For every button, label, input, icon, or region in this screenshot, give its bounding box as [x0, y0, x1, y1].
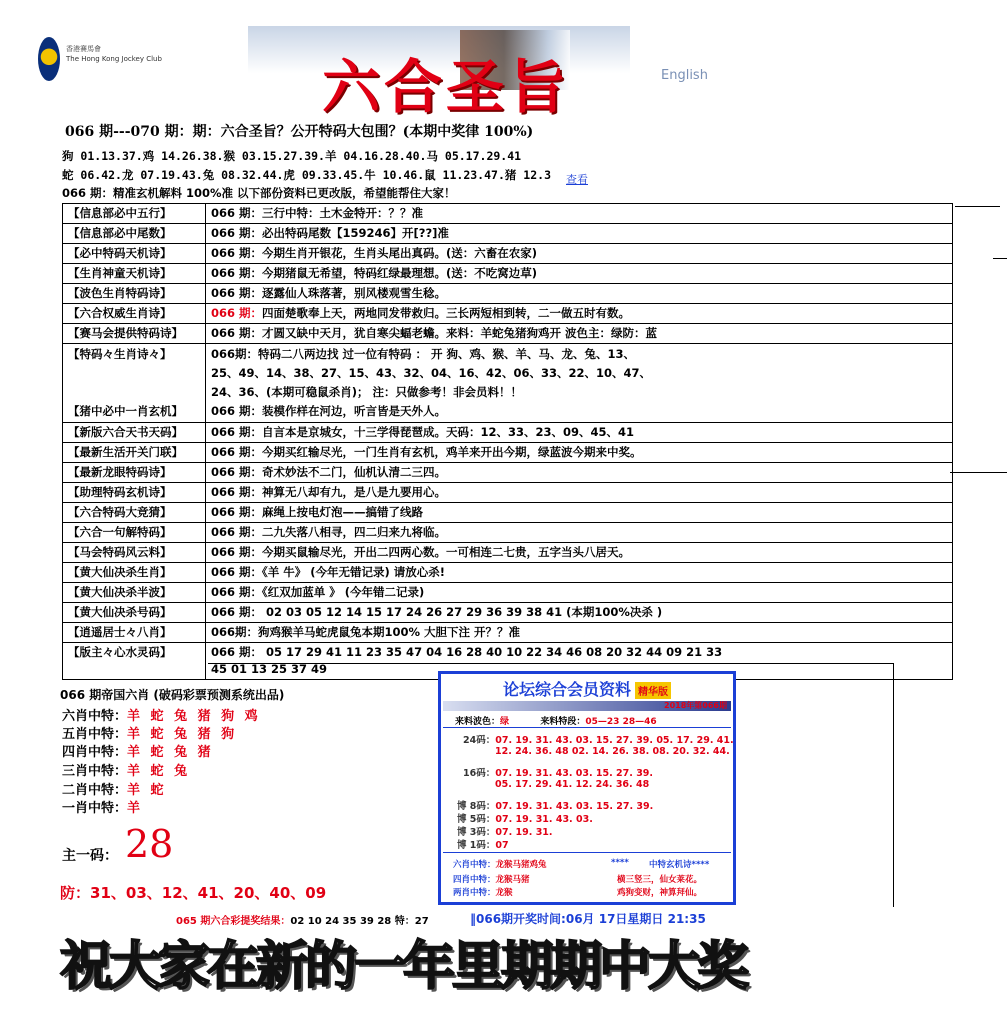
- row-content: 066期：特码二八两边找 过一位有特码 ： 开 狗、鸡、猴、羊、马、龙、兔、13、 25、49、14、38、27、15、43、32、04、16、42、06、33、22、10、47、 24、36、(本期可稳鼠杀肖)； 注：只做参考！非会员料！！ 066 期：装模作样在河边，听言皆是天外人。: [206, 344, 953, 423]
- table-row: [63, 204, 953, 224]
- card-line: 05. 17. 29. 41. 12. 24. 36. 48: [495, 779, 650, 790]
- row-content: 066 期：奇术妙法不二门，仙机认清二三四。: [206, 463, 953, 483]
- table-row: [63, 543, 953, 563]
- page-title: 六合圣旨: [322, 53, 571, 121]
- table-row: [63, 284, 953, 304]
- headline: 066 期---070 期：期：六合圣旨？公开特码大包围？(本期中奖律 100%): [65, 124, 534, 140]
- card-line: 16码：07. 19. 31. 43. 03. 15. 27. 39.: [463, 768, 654, 779]
- card-line: 博 5码：07. 19. 31. 43. 03.: [457, 814, 593, 825]
- row-content: 066 期：《红双加蓝单 》 (今年错二记录): [206, 583, 953, 603]
- defense-numbers: 防：31、03、12、41、20、40、09: [60, 884, 327, 902]
- row-text: 四面楚歌奉上天，两地同发带救归。三长两短相到转，二一做五时有数。: [262, 306, 631, 320]
- row-label: 【逍遥居士々八肖】: [63, 623, 206, 643]
- jockey-club-logo: [38, 37, 60, 81]
- table-row: [63, 463, 953, 483]
- previous-result: 065 期六合彩提奖结果：02 10 24 35 39 28 特：27: [176, 916, 429, 927]
- prediction-row: 五肖中特：羊 蛇 兔 猪 狗: [62, 727, 238, 742]
- row-label: 【黄大仙决杀号码】: [63, 603, 206, 623]
- row-content: 066 期：今期买鼠输尽光，开出二四两心数。一可相连二七贵，五字当头八居天。: [206, 543, 953, 563]
- card-title: 论坛综合会员资料 精华版: [441, 677, 733, 700]
- zodiac-line-2: 蛇 06.42.龙 07.19.43.兔 08.32.44.虎 09.33.45.牛 10.46.鼠 11.23.47.猪 12.3: [62, 168, 551, 182]
- note-line: 066 期：精准玄机解料 100%准 以下部份资料已更改版，希望能帮住大家！: [62, 186, 456, 200]
- card-meta: 来料波色：绿 来料特段：05—23 28—46: [455, 717, 657, 727]
- row-label: 【信息部必中五行】: [63, 204, 206, 224]
- prediction-row: 一肖中特：羊: [62, 801, 144, 816]
- prediction-row: 六肖中特：羊 蛇 兔 猪 狗 鸡: [62, 709, 261, 724]
- row-content: 066 期：麻绳上按电灯泡——搞错了线路: [206, 503, 953, 523]
- row-content: 066 期：今期买红输尽光，一门生肖有玄机，鸡羊来开出今期，绿蓝波今期来中奖。: [206, 443, 953, 463]
- table-row: [63, 483, 953, 503]
- table-row: [63, 563, 953, 583]
- row-label: 【版主々心水灵码】: [63, 643, 206, 680]
- row-label: 【六合一句解特码】: [63, 523, 206, 543]
- row-label: 【生肖神童天机诗】: [63, 264, 206, 284]
- divider: [955, 206, 1000, 207]
- row-label: 【信息部必中尾数】: [63, 224, 206, 244]
- row-label: 【最新龙眼特码诗】: [63, 463, 206, 483]
- row-label: 【特码々生肖诗々】 【猪中必中一肖玄机】: [63, 344, 206, 423]
- draw-time: ‖066期开奖时间:06月 17日星期日 21:35: [470, 912, 706, 926]
- table-row: [63, 264, 953, 284]
- info-table: [62, 203, 953, 680]
- row-label: 【马会特码风云料】: [63, 543, 206, 563]
- row-label: 【新版六合天书天码】: [63, 423, 206, 443]
- card-foot-mid: ****: [611, 858, 629, 868]
- row-content: 066 期：逐露仙人珠落著，别风楼观雪生稔。: [206, 284, 953, 304]
- divider: [950, 472, 1007, 473]
- row-label: 【黄大仙决杀半波】: [63, 583, 206, 603]
- logo-text: 香港賽馬會 The Hong Kong Jockey Club: [66, 45, 162, 63]
- prediction-row: 四肖中特：羊 蛇 兔 猪: [62, 745, 214, 760]
- card-foot-right: 横三竖三，仙女莱花。: [617, 875, 703, 885]
- zodiac-view-link[interactable]: 查看: [566, 173, 588, 186]
- card-foot-row: 四肖中特：龙猴马猪: [453, 875, 530, 885]
- main-code: 28: [125, 822, 174, 866]
- card-divider: [443, 852, 731, 853]
- card-divider: [443, 727, 731, 728]
- row-content: 066 期：必出特码尾数【159246】开[??]准: [206, 224, 953, 244]
- row-label: 【波色生肖特码诗】: [63, 284, 206, 304]
- divider: [993, 258, 1007, 259]
- row-label: 【六合权威生肖诗】: [63, 304, 206, 324]
- card-year: 2018年第066期: [664, 701, 727, 710]
- card-foot-row: 六肖中特：龙猴马猪鸡兔: [453, 860, 547, 870]
- card-line: 24码：07. 19. 31. 43. 03. 15. 27. 39. 05. 17. 29. 41.: [463, 735, 734, 746]
- row-label: 【助理特码玄机诗】: [63, 483, 206, 503]
- table-row: [63, 304, 953, 324]
- greeting-banner: 祝大家在新的一年里期期中大奖: [60, 936, 747, 997]
- row-content: 066 期：今期猪鼠无希望，特码红绿最理想。(送：不吃窝边草): [206, 264, 953, 284]
- row-content: 066 期： 05 17 29 41 11 23 35 47 04 16 28 40 10 22 34 46 08 20 32 44 09 21 33 45 01 13 25 37 49: [206, 643, 953, 680]
- table-row: [63, 324, 953, 344]
- prediction-title: 066 期帝国六肖 (破码彩票预测系统出品): [60, 688, 285, 702]
- row-content: 066 期：自言本是京城女，十三学得琵琶成。天码：12、33、23、09、45、41: [206, 423, 953, 443]
- table-row: [63, 523, 953, 543]
- zodiac-line-1: 狗 01.13.37.鸡 14.26.38.猴 03.15.27.39.羊 04.16.28.40.马 05.17.29.41: [62, 149, 522, 163]
- row-label: 【黄大仙决杀生肖】: [63, 563, 206, 583]
- row-content: 066 期：神算无八却有九，是八是九要用心。: [206, 483, 953, 503]
- issue-prefix: 066 期：: [211, 306, 263, 320]
- card-line: 12. 24. 36. 48 02. 14. 26. 38. 08. 20. 32. 44.: [495, 746, 730, 757]
- table-row: [63, 583, 953, 603]
- row-label: 【赛马会提供特码诗】: [63, 324, 206, 344]
- card-tag: 精华版: [635, 682, 671, 699]
- card-line: 博 8码：07. 19. 31. 43. 03. 15. 27. 39.: [457, 801, 654, 812]
- row-content: 066期：狗鸡猴羊马蛇虎鼠兔本期100% 大胆下注 开？？准: [206, 623, 953, 643]
- table-row: [63, 503, 953, 523]
- card-foot-row: 两肖中特：龙猴: [453, 888, 513, 898]
- prediction-row: 三肖中特：羊 蛇 兔: [62, 764, 191, 779]
- row-content: 066 期：今期生肖开银花，生肖头尾出真码。(送：六畜在农家): [206, 244, 953, 264]
- card-line: 博 1码：07: [457, 840, 509, 851]
- table-row: [63, 344, 953, 423]
- table-row: [63, 423, 953, 443]
- english-link[interactable]: English: [661, 68, 708, 83]
- card-line: 博 3码：07. 19. 31.: [457, 827, 553, 838]
- table-row: [63, 443, 953, 463]
- card-foot-right: 中特玄机诗****: [649, 860, 710, 870]
- row-content: 066 期： 02 03 05 12 14 15 17 24 26 27 29 36 39 38 41 (本期100%决杀 ): [206, 603, 953, 623]
- table-row: [63, 603, 953, 623]
- row-content: 066 期：才圆又缺中天月，犹自寒尖蝠老蟾。来料：羊蛇兔猪狗鸡开 波色主：绿防：蓝: [206, 324, 953, 344]
- row-label: 【必中特码天机诗】: [63, 244, 206, 264]
- row-content: 066 期：《羊 牛》 (今年无错记录) 请放心杀!: [206, 563, 953, 583]
- table-row: [63, 224, 953, 244]
- table-row: [63, 244, 953, 264]
- table-row: [63, 623, 953, 643]
- main-code-label: 主一码：: [62, 848, 118, 864]
- member-info-card: [438, 671, 736, 905]
- row-label: 【最新生活开关门联】: [63, 443, 206, 463]
- row-content: 066 期：三行中特：土木金特开：？？准: [206, 204, 953, 224]
- prediction-row: 二肖中特：羊 蛇: [62, 783, 167, 798]
- row-label: 【六合特码大竞猜】: [63, 503, 206, 523]
- card-foot-right: 鸡狗变财，神算拜仙。: [617, 888, 703, 898]
- row-content: 066 期：二九失落八相寻，四二归来九将临。: [206, 523, 953, 543]
- row-content: [206, 304, 953, 324]
